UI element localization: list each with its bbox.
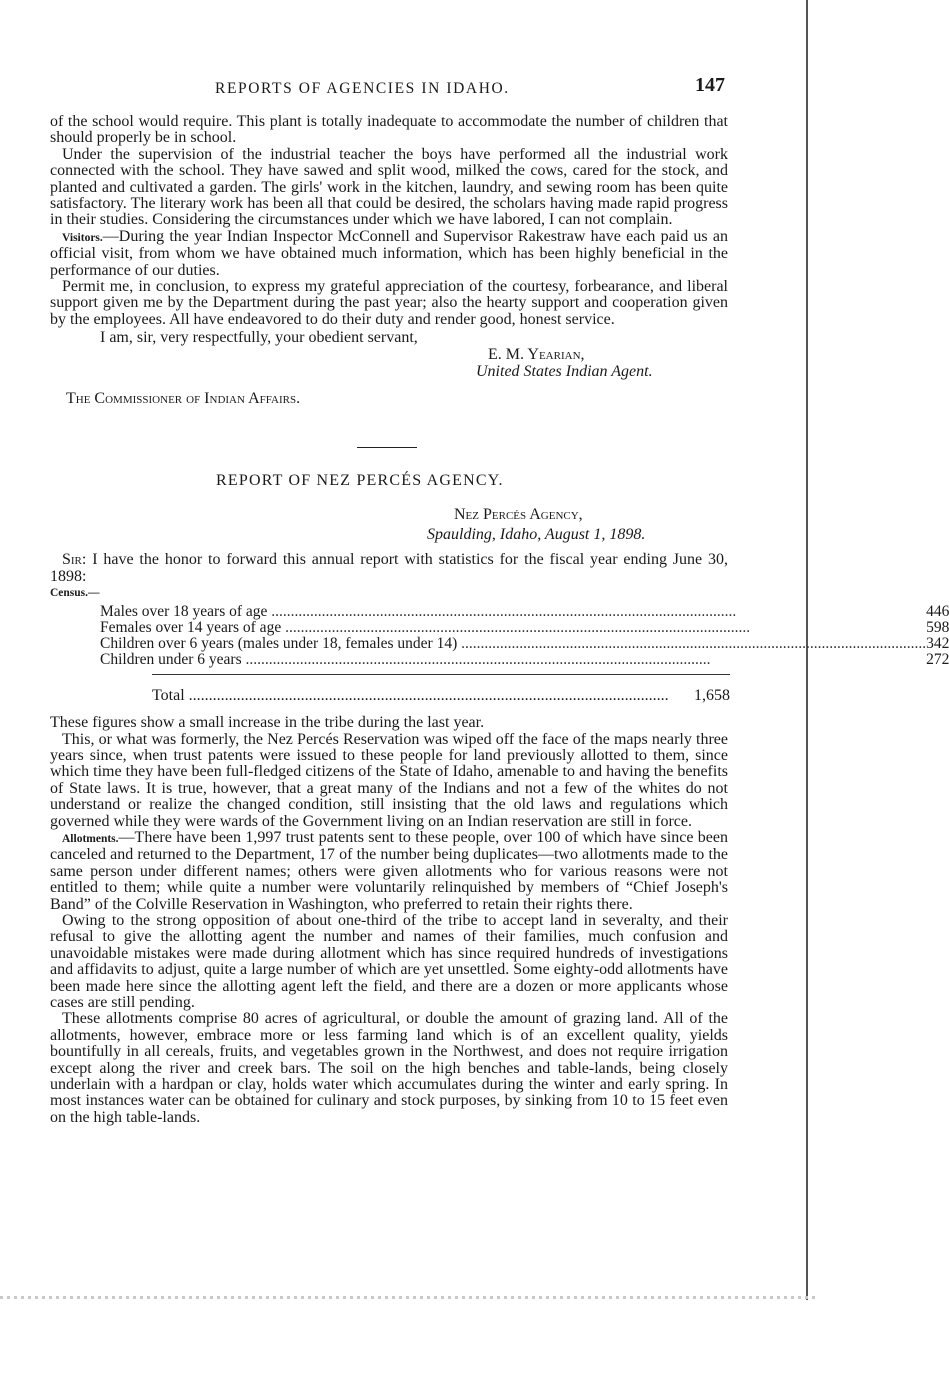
salutation-label: Sir: [62, 551, 87, 569]
salutation-text: I have the honor to forward this annual report with statistics for the fiscal year ending June 30, 1898: [50, 551, 728, 585]
census-table [100, 604, 949, 670]
report-heading: REPORT OF NEZ PERCÉS AGENCY. [216, 472, 504, 490]
paragraph-conclusion: Permit me, in conclusion, to express my grateful appreciation of the courtesy, forbearance, and liberal support given me by the Department during the past year; also the hearty support and cooperation given by the employees. All have endeavored to do their duty and render good, honest service. [50, 278, 728, 328]
page-header [50, 74, 728, 114]
census-total-value: 1,658 [694, 687, 730, 705]
side-heading-allotments: Allotments. [62, 832, 119, 845]
signature-title: United States Indian Agent. [476, 363, 653, 381]
census-row-label: Males over 18 years of age ..... [100, 604, 926, 620]
census-row [100, 604, 949, 620]
census-row-label: Children under 6 years ..... [100, 652, 926, 670]
census-row [100, 636, 949, 652]
census-row-value: 272 [926, 651, 949, 669]
paragraph-industrial-work: Under the supervision of the industrial teacher the boys have performed all the industrial work connected with the school. They have sawed and split wood, milked the cows, cared for the stock, and planted and cultivated a garden. The girls' work in the kitchen, laundry, and sewing room has been quite satisfactory. The literary work has been all that could be desired, the scholars having made rapid progress in their studies. Considering the circumstances under which we have labored, I can not complain. [50, 145, 728, 229]
census-total-row [152, 687, 730, 705]
census-row [100, 652, 949, 670]
dateline-agency: Nez Percés Agency, [454, 506, 583, 524]
closing-line: I am, sir, very respectfully, your obedient servant, [100, 329, 418, 347]
signature-name: E. M. Yearian, [488, 346, 585, 364]
page-number: 147 [695, 74, 725, 96]
page [50, 74, 949, 1126]
side-heading-visitors: Visitors. [62, 231, 103, 244]
paragraph-allotment-land: These allotments comprise 80 acres of agricultural, or double the amount of grazing land. All of the allotments, however, embrace more or less farming land which is of an excellent quality, yields bountifully in all cereals, fruits, and vegetables grown in the Northwest, and does not require irrigation except along the river and creek bars. The soil on the high benches and table-lands, being closely underlain with a hardpan or clay, holds water which accumulates during the winter and early spring. In most instances water can be obtained for culinary and stock purposes, by sinking from 10 to 15 feet even on the high table-lands. [50, 1010, 728, 1126]
census-row-label: Children over 6 years (males under 18, females under 14) ..... [100, 636, 926, 652]
side-heading-census: Census.— [50, 587, 100, 600]
paragraph-allotments [50, 830, 728, 913]
paragraph-increase: These figures show a small increase in the tribe during the last year. [50, 714, 485, 732]
census-row-value: 342 [926, 635, 949, 653]
dateline-place-date: Spaulding, Idaho, August 1, 1898. [427, 526, 646, 544]
census-row-value: 598 [926, 619, 949, 637]
census-row-label: Females over 14 years of age ..... [100, 620, 926, 636]
visitors-text: —During the year Indian Inspector McConnell and Supervisor Rakestraw have each paid us an official visit, from whom we have obtained much information, which has been highly beneficial in the performance of our duties. [50, 227, 728, 279]
census-total-rule [152, 674, 730, 675]
paragraph-visitors [50, 229, 728, 279]
census-row [100, 620, 949, 636]
section-divider [357, 447, 417, 448]
addressee: The Commissioner of Indian Affairs. [66, 390, 301, 408]
paragraph-opposition: Owing to the strong opposition of about one-third of the tribe to accept land in severalty, and their refusal to give the allotting agent the number and names of their families, much confusion and unavoidable mistakes were made during allotment which has since required hundreds of investigations and affidavits to adjust, quite a large number of which are yet unsettled. Some eighty-odd allotments have been made here since the allotting agent left the field, and there are a dozen or more applicants whose cases are still pending. [50, 911, 728, 1011]
paragraph-former-reservation: This, or what was formerly, the Nez Percés Reservation was wiped off the face of the maps nearly three years since, when trust patents were issued to these people for land previously allotted to them, since which time they have been full-fledged citizens of the State of Idaho, amenable to and having the benefits of State laws. It is true, however, that a great many of the Indians and not a few of the whites do not understand or realize the changed condition, still insisting that the old laws and regulations which governed while they were wards of the Government living on an Indian reservation are still in force. [50, 730, 728, 830]
running-title: REPORTS OF AGENCIES IN IDAHO. [215, 80, 510, 97]
paragraph-school-plant: of the school would require. This plant is totally inadequate to accommodate the number of children that should properly be in school. [50, 113, 728, 147]
paragraph-salutation [50, 552, 728, 585]
census-row-value: 446 [926, 603, 949, 621]
allotments-text: —There have been 1,997 trust patents sent to these people, over 100 of which have since been canceled and returned to the Department, 17 of the number being duplicates—two allotments made to the same person under different names; others were given allotments who for various reasons were not entitled to them; while quite a number were voluntarily relinquished by members of “Chief Joseph's Band” of the Colville Reservation in Washington, who preferred to retain their rights there. [50, 828, 728, 913]
page-edge-bottom [0, 1296, 818, 1299]
census-total-label: Total ..... [152, 687, 680, 705]
